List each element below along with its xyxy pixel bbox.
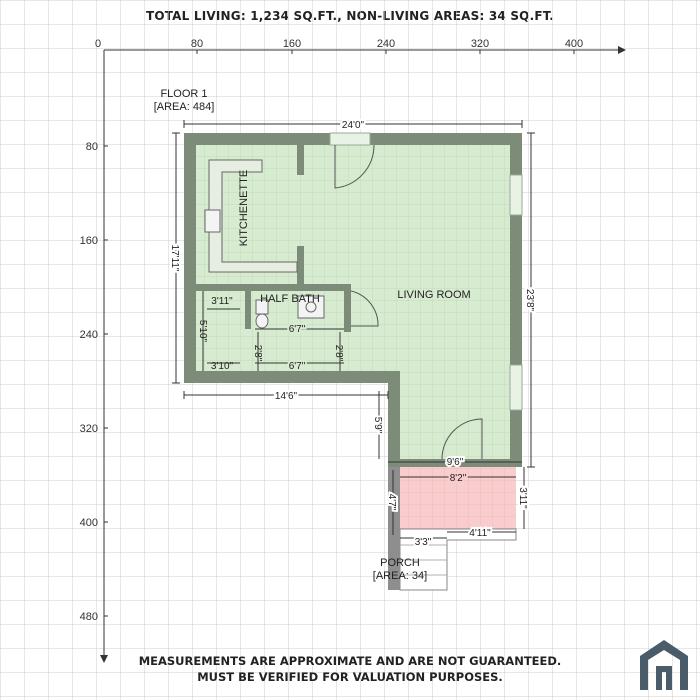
dim-bath-b-width-top: 6'7" bbox=[288, 324, 306, 335]
dim-right-height: 23'8" bbox=[524, 288, 535, 312]
floor-area: [AREA: 484] bbox=[153, 101, 215, 113]
disclaimer-line-1: MEASUREMENTS ARE APPROXIMATE AND ARE NOT GUARANTEED. bbox=[138, 654, 562, 668]
dim-bath-b-right-h: 2'8" bbox=[333, 344, 344, 362]
dim-bath-a-width: 3'11" bbox=[211, 296, 233, 307]
porch-area-label: [AREA: 34] bbox=[372, 570, 428, 582]
dim-step-height: 5'9" bbox=[372, 416, 383, 434]
y-tick-160: 160 bbox=[79, 235, 98, 247]
floor-name: FLOOR 1 bbox=[160, 88, 208, 100]
kitchen-sink bbox=[205, 210, 220, 232]
living-room-label: LIVING ROOM bbox=[397, 289, 471, 301]
x-tick-80: 80 bbox=[190, 38, 204, 50]
y-tick-400: 400 bbox=[79, 517, 98, 529]
kitchenette-label: KITCHENETTE bbox=[238, 169, 250, 247]
window-right-upper bbox=[510, 175, 522, 215]
window-right-lower bbox=[510, 365, 522, 410]
dim-porch-bottom-b: 4'11" bbox=[469, 528, 491, 539]
dim-bottom-left: 14'6" bbox=[274, 391, 298, 402]
x-tick-400: 400 bbox=[564, 38, 584, 50]
disclaimer-line-2: MUST BE VERIFIED FOR VALUATION PURPOSES. bbox=[197, 670, 503, 684]
x-tick-0: 0 bbox=[94, 38, 102, 50]
dim-porch-bottom-a: 3'3" bbox=[414, 537, 432, 548]
dim-bath-b-width-bottom: 6'7" bbox=[288, 361, 306, 372]
dim-porch-right-h: 3'11" bbox=[517, 487, 528, 509]
toilet-bowl bbox=[256, 314, 268, 328]
x-tick-240: 240 bbox=[376, 38, 396, 50]
dim-bath-a-height: 5'10" bbox=[197, 319, 208, 343]
y-tick-240: 240 bbox=[79, 329, 98, 341]
dim-bath-a-bottom: 3'10" bbox=[210, 361, 234, 372]
window-top bbox=[330, 133, 370, 145]
dim-porch-width: 8'2" bbox=[449, 473, 467, 484]
dim-porch-left-h: 4'7" bbox=[386, 493, 397, 511]
dim-top-width: 24'0" bbox=[341, 120, 365, 131]
y-tick-320: 320 bbox=[79, 423, 98, 435]
y-tick-80: 80 bbox=[85, 141, 98, 153]
x-tick-320: 320 bbox=[470, 38, 490, 50]
y-tick-480: 480 bbox=[79, 611, 98, 623]
dim-bottom-right: 9'6" bbox=[446, 457, 464, 468]
half-bath-label: HALF BATH bbox=[260, 293, 320, 305]
x-tick-160: 160 bbox=[282, 38, 302, 50]
porch-label: PORCH bbox=[380, 557, 420, 569]
dim-left-height: 17'11" bbox=[169, 244, 180, 272]
dim-bath-b-left-h: 2'8" bbox=[252, 344, 263, 362]
